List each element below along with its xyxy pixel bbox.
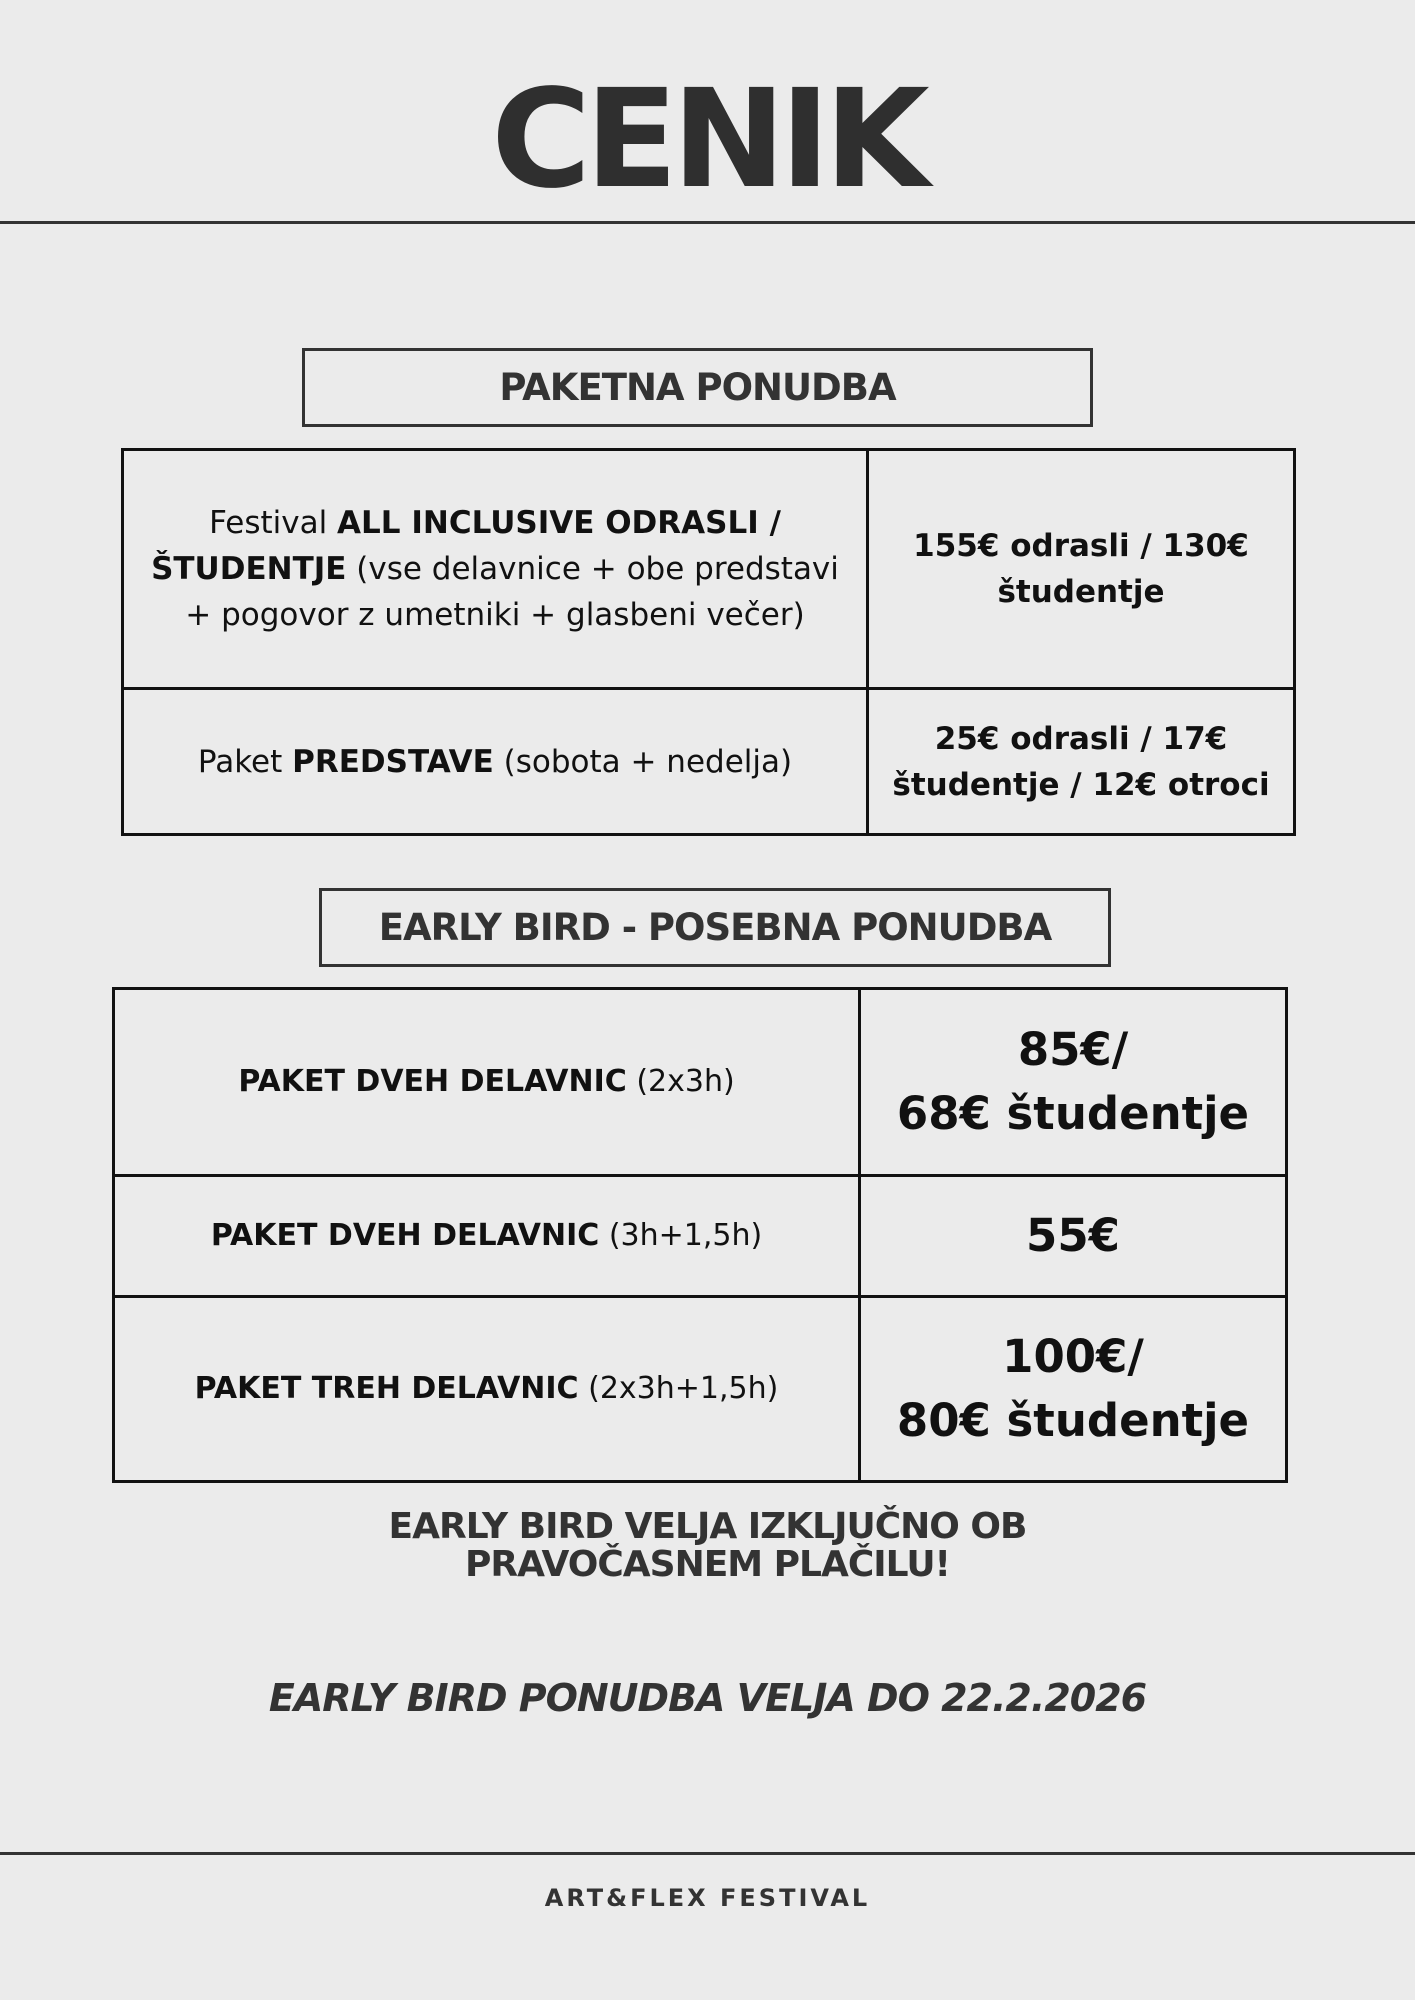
early-bird-price-table: [112, 987, 1288, 1483]
page-title: CENIK: [491, 61, 924, 219]
table-row: [114, 1176, 1287, 1297]
desc-suffix: (2x3h+1,5h): [578, 1371, 779, 1406]
early-bird-deadline: EARLY BIRD PONUDBA VELJA DO 22.2.2026: [268, 1676, 1147, 1720]
price-line-1: 85€/: [1017, 1023, 1129, 1076]
workshop-price: [860, 1176, 1287, 1297]
table-row: [114, 1297, 1287, 1482]
price-line-2: 68€ študentje: [896, 1087, 1250, 1140]
note-line-1: EARLY BIRD VELJA IZKLJUČNO OB: [388, 1506, 1027, 1547]
top-divider: [0, 221, 1415, 224]
section-heading-early-bird: EARLY BIRD - POSEBNA PONUDBA: [319, 888, 1111, 967]
desc-prefix: Festival: [209, 505, 338, 541]
bottom-divider: [0, 1852, 1415, 1855]
workshop-price: [860, 989, 1287, 1176]
package-price: 155€ odrasli / 130€ študentje: [868, 450, 1295, 689]
package-price: 25€ odrasli / 17€ študentje / 12€ otroci: [868, 689, 1295, 835]
price-line-1: 55€: [1026, 1209, 1120, 1262]
desc-bold: PAKET DVEH DELAVNIC: [210, 1218, 600, 1253]
table-row: [123, 689, 1295, 835]
desc-suffix: (3h+1,5h): [599, 1218, 763, 1253]
section-heading-package: PAKETNA PONUDBA: [302, 348, 1093, 427]
price-line-1: 100€/: [1002, 1330, 1144, 1383]
workshop-description: [114, 1297, 860, 1482]
table-row: [114, 989, 1287, 1176]
package-description: [123, 689, 868, 835]
desc-bold: PAKET DVEH DELAVNIC: [238, 1064, 627, 1099]
desc-suffix: (vse delavnice + obe predstavi + pogovor z umetniki + glasbeni večer): [185, 551, 839, 633]
desc-prefix: Paket: [197, 743, 293, 780]
note-line-2: PRAVOČASNEM PLAČILU!: [465, 1544, 950, 1585]
workshop-price: [860, 1297, 1287, 1482]
desc-bold: ALL INCLUSIVE ODRASLI / ŠTUDENTJE: [151, 505, 781, 587]
price-line-2: 80€ študentje: [896, 1394, 1250, 1447]
desc-bold: PAKET TREH DELAVNIC: [194, 1371, 579, 1406]
desc-bold: PREDSTAVE: [292, 743, 494, 780]
desc-suffix: (2x3h): [626, 1064, 735, 1099]
footer-brand: ART&FLEX FESTIVAL: [544, 1884, 871, 1912]
package-description: [123, 450, 868, 689]
package-price-table: [121, 448, 1296, 836]
workshop-description: [114, 1176, 860, 1297]
early-bird-note: [0, 1508, 1415, 1584]
workshop-description: [114, 989, 860, 1176]
desc-suffix: (sobota + nedelja): [493, 743, 793, 780]
table-row: [123, 450, 1295, 689]
